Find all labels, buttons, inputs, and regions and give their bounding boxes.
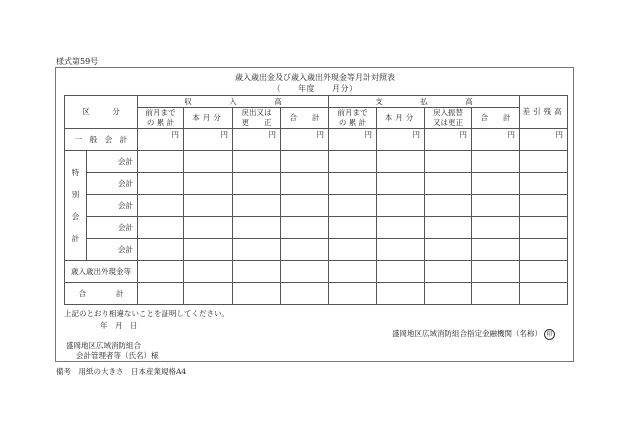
table-row-special (65, 195, 568, 217)
header-balance: 差引残高 (520, 96, 568, 129)
cell[interactable] (472, 261, 520, 283)
cell[interactable] (233, 195, 281, 217)
special-item-label: 会計 (87, 239, 138, 261)
cell[interactable]: 円 (184, 129, 233, 151)
cell[interactable] (472, 173, 520, 195)
special-item-label: 会計 (87, 173, 138, 195)
cell[interactable] (329, 261, 377, 283)
manager-name: 会計管理者等（氏名）様 (76, 351, 159, 360)
date-line: 年 月 日 (100, 321, 138, 330)
line: の 累 計 (338, 118, 367, 127)
cell[interactable] (425, 173, 472, 195)
line: の 累 計 (146, 118, 175, 127)
cell[interactable] (472, 151, 520, 173)
cell[interactable] (138, 195, 184, 217)
cell[interactable] (329, 239, 377, 261)
cell[interactable] (281, 151, 329, 173)
line: 戻入振替 (433, 108, 463, 117)
row-label-outside-cash: 歳入歳出外現金等 (65, 261, 138, 283)
cell[interactable] (377, 283, 425, 305)
cell[interactable] (281, 261, 329, 283)
cell[interactable] (138, 239, 184, 261)
cell[interactable] (233, 239, 281, 261)
cell[interactable] (184, 283, 233, 305)
bank-signature (392, 328, 555, 340)
char: 計 (71, 233, 80, 243)
cell[interactable] (184, 173, 233, 195)
form-subtitle: （ 年度 月分） (272, 84, 358, 93)
line: 前月まで (145, 108, 176, 117)
cell[interactable] (184, 239, 233, 261)
cell[interactable] (472, 195, 520, 217)
bank-name-label: 盛岡地区広域消防組合指定金融機関（名称） (392, 329, 542, 338)
line: 戻出又は (241, 108, 272, 117)
cell[interactable] (377, 151, 425, 173)
cell[interactable] (472, 283, 520, 305)
cell[interactable] (184, 261, 233, 283)
cell[interactable] (138, 283, 184, 305)
header-payment-current: 本月分 (377, 108, 425, 129)
cell[interactable] (520, 283, 568, 305)
table-row-special (65, 217, 568, 239)
form-title: 歳入歳出金及び歳入歳出外現金等月計対照表 (235, 73, 395, 82)
cell[interactable] (184, 195, 233, 217)
header-payment-prev (329, 108, 377, 129)
cell[interactable]: 円 (472, 129, 520, 151)
cell[interactable] (472, 217, 520, 239)
cell[interactable] (329, 195, 377, 217)
header-income-group: 収 入 高 (138, 96, 329, 108)
cell[interactable] (472, 239, 520, 261)
cell[interactable] (281, 283, 329, 305)
cell[interactable]: 円 (138, 129, 184, 151)
organization-name: 盛岡地区広域消防組合 (66, 341, 141, 350)
cell[interactable] (329, 217, 377, 239)
cell[interactable] (520, 217, 568, 239)
cell[interactable] (425, 239, 472, 261)
cell[interactable] (425, 283, 472, 305)
cell[interactable]: 円 (233, 129, 281, 151)
header-income-total: 合 計 (281, 108, 329, 129)
cell[interactable] (138, 261, 184, 283)
cell[interactable] (233, 261, 281, 283)
remark-text: 備考 用紙の大きさ 日本産業規格A4 (56, 367, 187, 376)
cell[interactable] (520, 261, 568, 283)
cell[interactable] (329, 283, 377, 305)
line: 前月まで (337, 108, 368, 117)
line: 更 正 (241, 118, 272, 127)
row-label-special (65, 151, 87, 261)
cell[interactable] (138, 151, 184, 173)
table-row-outside-cash (65, 261, 568, 283)
cell[interactable] (377, 173, 425, 195)
cell[interactable] (233, 173, 281, 195)
char: 特 (71, 167, 80, 177)
cell[interactable] (329, 173, 377, 195)
cell[interactable] (520, 151, 568, 173)
table-row-special (65, 173, 568, 195)
table-row-special (65, 151, 568, 173)
row-label-total: 合 計 (65, 283, 138, 305)
cell[interactable]: 円 (377, 129, 425, 151)
cell[interactable] (281, 195, 329, 217)
table-row-general (65, 129, 568, 151)
cell[interactable] (184, 217, 233, 239)
cell[interactable] (425, 151, 472, 173)
form-number: 様式第59号 (56, 57, 99, 66)
char: 別 (71, 189, 80, 199)
char: 会 (71, 211, 80, 221)
row-label-general: 一 般 会 計 (65, 129, 138, 151)
special-item-label: 会計 (87, 195, 138, 217)
ledger-table (64, 95, 568, 305)
cell[interactable] (138, 217, 184, 239)
certification-text: 上記のとおり相違ないことを証明してください。 (64, 309, 229, 318)
cell[interactable] (425, 217, 472, 239)
header-payment-group: 支 払 高 (329, 96, 520, 108)
cell[interactable]: 円 (329, 129, 377, 151)
cell[interactable] (377, 217, 425, 239)
cell[interactable] (425, 195, 472, 217)
header-income-correction (233, 108, 281, 129)
cell[interactable] (233, 151, 281, 173)
header-category (65, 96, 138, 129)
cell[interactable] (138, 173, 184, 195)
line: 又は更正 (433, 118, 463, 127)
cell[interactable] (377, 195, 425, 217)
table-row-total (65, 283, 568, 305)
cell[interactable] (520, 173, 568, 195)
cell[interactable]: 円 (425, 129, 472, 151)
cell[interactable] (281, 239, 329, 261)
cell[interactable] (377, 261, 425, 283)
header-income-prev (138, 108, 184, 129)
cell[interactable]: 円 (281, 129, 329, 151)
header-payment-total: 合 計 (472, 108, 520, 129)
cell[interactable] (233, 217, 281, 239)
cell[interactable] (329, 151, 377, 173)
cell[interactable] (281, 173, 329, 195)
special-item-label: 会計 (87, 151, 138, 173)
seal-icon: 印 (544, 329, 555, 340)
cell[interactable] (520, 195, 568, 217)
header-income-current: 本月分 (184, 108, 233, 129)
cell[interactable] (425, 261, 472, 283)
cell[interactable] (281, 217, 329, 239)
cell[interactable]: 円 (520, 129, 568, 151)
table-row-special (65, 239, 568, 261)
header-category-label: 区 分 (82, 107, 120, 116)
header-payment-correction (425, 108, 472, 129)
cell[interactable] (184, 151, 233, 173)
cell[interactable] (520, 239, 568, 261)
special-item-label: 会計 (87, 217, 138, 239)
cell[interactable] (377, 239, 425, 261)
cell[interactable] (233, 283, 281, 305)
